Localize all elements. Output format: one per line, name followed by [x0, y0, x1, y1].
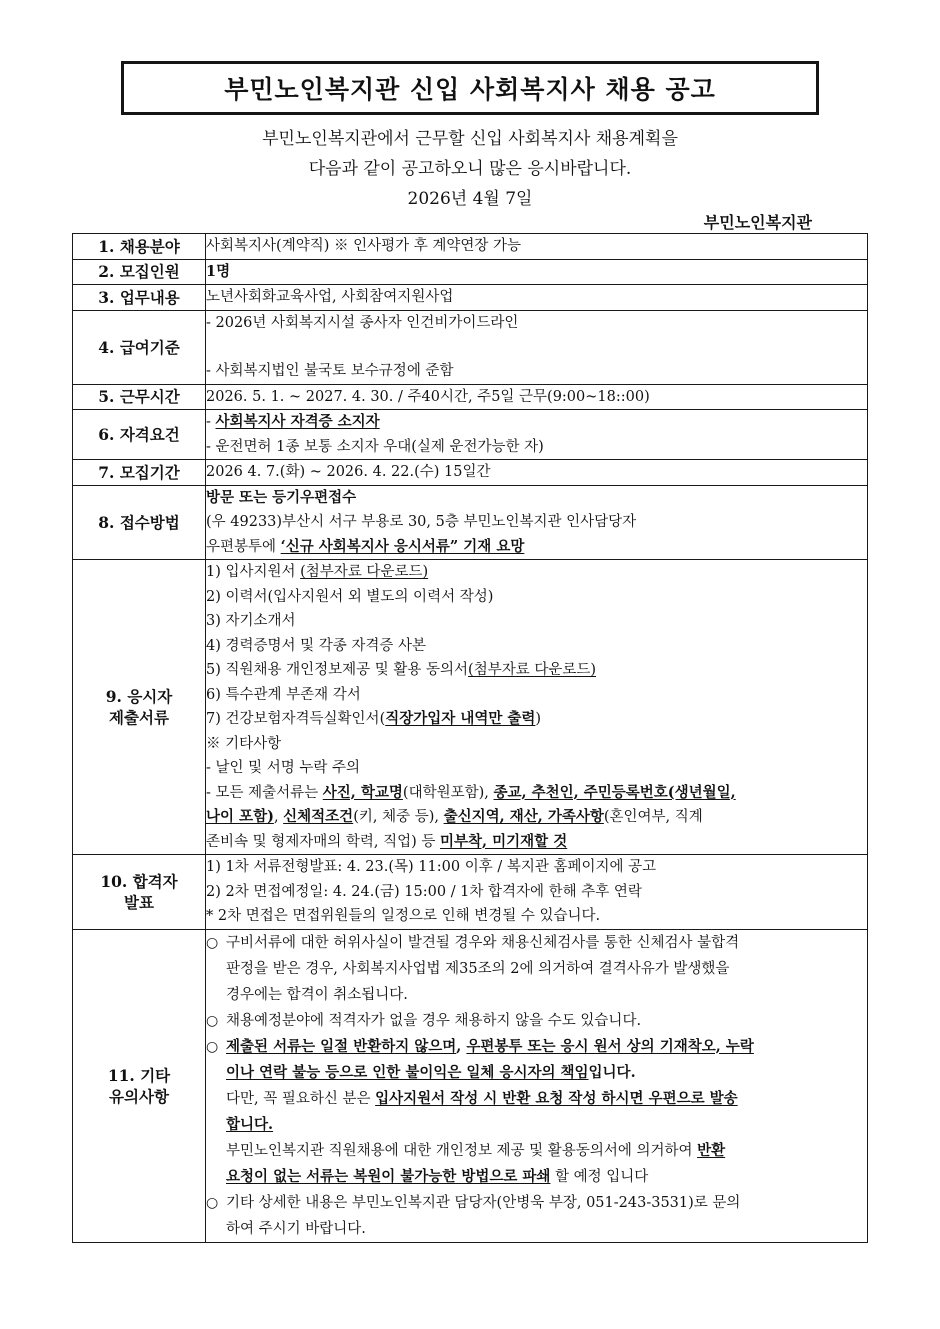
posting-details-table: [72, 233, 868, 1243]
document-title-box: [122, 62, 818, 114]
prohibited-info-highlight: 미부착, 미기재할 것: [440, 832, 568, 850]
intro-line-1: 부민노인복지관에서 근무할 신입 사회복지사 채용계획을: [262, 129, 678, 149]
text-line: (우 49233)부산시 서구 부용로 30, 5층 부민노인복지관 인사담당자: [206, 514, 637, 530]
prohibited-info-highlight: 출신지역, 재산, 가족사항: [443, 808, 604, 825]
text-line: [226, 1086, 867, 1112]
label-line: 11. 기타: [107, 1065, 171, 1085]
text-suffix: 입니다.: [588, 1063, 636, 1081]
text-line: 판정을 받은 경우, 사회복지사업법 제35조의 2에 의거하여 결격사유가 발생했을: [226, 960, 730, 977]
label-line: 유의사항: [109, 1086, 169, 1106]
text-prefix: 다만, 꼭 필요하신 분은: [226, 1090, 376, 1107]
row-label-other-notes: [73, 929, 206, 1242]
circle-bullet-icon: ○: [206, 1012, 219, 1029]
text-prefix: 1) 입사지원서: [206, 564, 301, 580]
note-bullet-body: [226, 1034, 867, 1190]
row-label-recruit-period: 7. 모집기간: [73, 460, 206, 486]
row-value-required-documents: [206, 560, 868, 855]
return-request-highlight: 합니다.: [226, 1115, 274, 1133]
text-prefix: 부민노인복지관 직원채용에 대한 개인정보 제공 및 활용동의서에 의거하여: [226, 1142, 698, 1159]
text-prefix: 5) 직원채용 개인정보제공 및 활용 동의서: [206, 662, 469, 678]
text-line: - 사회복지법인 불국토 보수규정에 준함: [206, 363, 454, 379]
row-label-work-hours: 5. 근무시간: [73, 384, 206, 410]
label-line: 9. 응시자: [105, 687, 173, 706]
row-value-duties: [206, 285, 868, 311]
shredding-highlight: 요청이 없는 서류는 복원이 불가능한 방법으로 파쇄: [226, 1167, 551, 1185]
text-line: 경우에는 합격이 취소됩니다.: [226, 986, 408, 1003]
applicant-responsibility-highlight: 우편봉투 또는 응시 원서 상의 기재착오, 누락: [466, 1037, 754, 1055]
qualification-highlight: 사회복지사 자격증 소지자: [215, 413, 380, 430]
list-item: 2) 이력서(입사지원서 외 별도의 이력서 작성): [206, 588, 494, 605]
text-line: 2026. 5. 1. ~ 2027. 4. 30. / 주40시간, 주5일 근무(9:00~18::00): [206, 388, 650, 405]
envelope-label-highlight: ‘신규 사회복지사 응시서류” 기재 요망: [280, 537, 525, 555]
list-item: 2) 2차 면접예정일: 4. 24.(금) 15:00 / 1차 합격자에 한해 추후 연락: [206, 883, 642, 900]
spacer: [206, 335, 867, 359]
note-bullet: [206, 930, 867, 1008]
row-value-work-hours: [206, 384, 868, 410]
note-item-cont: [206, 830, 867, 855]
intro-block: [0, 124, 940, 214]
list-item: 1) 1차 서류전형발표: 4. 23.(목) 11:00 이후 / 복지관 홈페이지에 공고: [206, 859, 657, 875]
row-value-recruit-period: [206, 460, 868, 486]
circle-bullet-icon: ○: [206, 1194, 219, 1211]
note-item: [206, 781, 867, 806]
table-row: [73, 234, 868, 260]
text-line: [226, 1060, 867, 1086]
list-item: [206, 707, 867, 732]
table-row: [73, 384, 868, 410]
intro-line-2: 다음과 같이 공고하오니 많은 응시바랍니다.: [308, 159, 632, 179]
text-line: [206, 535, 867, 560]
applicant-responsibility-highlight: 이나 연락 불능 등으로 인한 불이익은 일체 응시자의 책임: [226, 1063, 589, 1081]
contact-info-line: 기타 상세한 내용은 부민노인복지관 담당자(안병욱 부장, 051-243-3531)로 문의: [226, 1194, 741, 1211]
insurance-note-highlight: 직장가입자 내역만 출력: [385, 710, 536, 727]
table-row: [73, 485, 868, 560]
text-line: 노년사회화교육사업, 사회참여지원사업: [206, 289, 454, 305]
page-title: 부민노인복지관 신입 사회복지사 채용 공고: [224, 75, 716, 104]
table-row: [73, 410, 868, 460]
text-line: 채용예정분야에 적격자가 없을 경우 채용하지 않을 수도 있습니다.: [226, 1012, 642, 1029]
table-row: [73, 855, 868, 930]
text-line: 구비서류에 대한 허위사실이 발견될 경우와 채용신체검사를 통한 신체검사 불합격: [226, 934, 740, 951]
text-line: 2026 4. 7.(화) ~ 2026. 4. 22.(수) 15일간: [206, 464, 491, 480]
row-value-recruit-field: [206, 234, 868, 260]
attachment-link[interactable]: (첨부자료 다운로드): [468, 662, 597, 678]
circle-bullet-icon: ○: [206, 934, 219, 951]
table-row: [73, 310, 868, 384]
text-line: 1명: [206, 262, 231, 280]
text-line: 방문 또는 등기우편접수: [206, 488, 357, 506]
label-line: 발표: [124, 892, 154, 912]
circle-bullet-icon: ○: [206, 1038, 219, 1055]
row-label-qualifications: 6. 자격요건: [73, 410, 206, 460]
table-row: [73, 560, 868, 855]
announcement-date: 2026년 4월 7일: [407, 189, 533, 209]
text-line: [226, 1034, 867, 1060]
text-line: [226, 1112, 867, 1138]
table-row: [73, 259, 868, 285]
row-value-qualifications: [206, 410, 868, 460]
return-request-highlight: 입사지원서 작성 시 반환 요청 작성 하시면 우편으로 발송: [375, 1089, 738, 1107]
list-item: 3) 자기소개서: [206, 613, 296, 629]
text-line: - 2026년 사회복지시설 종사자 인건비가이드라인: [206, 314, 519, 331]
row-value-other-notes: [206, 929, 868, 1242]
label-line: 제출서류: [109, 708, 169, 727]
row-label-duties: 3. 업무내용: [73, 285, 206, 311]
table-row: [73, 929, 868, 1242]
prohibited-info-highlight: 나이 포함): [206, 808, 274, 825]
text-mid: (키, 체중 등),: [353, 809, 444, 825]
table-row: [73, 460, 868, 486]
text-suffix: 할 예정 입니다: [550, 1168, 649, 1185]
row-label-required-documents: [73, 560, 206, 855]
organization-name: 부민노인복지관: [703, 213, 812, 232]
note-bullet-body: [226, 1008, 867, 1034]
note-bullet: [206, 1008, 867, 1034]
note-bullet: [206, 1190, 867, 1242]
note-bullet-body: [226, 930, 867, 1008]
list-item: [206, 658, 867, 683]
text-mid: ,: [456, 1037, 467, 1055]
text-prefix: 7) 건강보험자격득실확인서(: [206, 711, 386, 727]
attachment-link[interactable]: (첨부자료 다운로드): [300, 564, 429, 580]
prohibited-info-highlight: 종교, 추천인, 주민등록번호(생년월일,: [493, 783, 736, 801]
note-item: * 2차 면접은 면접위원들의 일정으로 인해 변경될 수 있습니다.: [206, 908, 601, 924]
row-label-application-method: 8. 접수방법: [73, 485, 206, 560]
row-value-salary: [206, 310, 868, 384]
note-bullet-body: [226, 1190, 867, 1242]
table-row: [73, 285, 868, 311]
text-line: [226, 1138, 867, 1164]
text-mid: ,: [273, 809, 284, 825]
row-value-application-method: [206, 485, 868, 560]
row-label-salary: 4. 급여기준: [73, 310, 206, 384]
text-line: - 운전면허 1종 보통 소지자 우대(실제 운전가능한 자): [206, 438, 544, 455]
text-line: [206, 410, 867, 435]
notes-heading: ※ 기타사항: [206, 735, 282, 752]
row-label-headcount: 2. 모집인원: [73, 259, 206, 285]
no-return-highlight: 제출된 서류는 일절 반환하지 않으며: [226, 1037, 457, 1055]
note-bullet: [206, 1034, 867, 1190]
text-suffix: (혼인여부, 직계: [603, 809, 703, 825]
row-label-recruit-field: 1. 채용분야: [73, 234, 206, 260]
note-item: - 날인 및 서명 누락 주의: [206, 760, 361, 776]
label-line: 10. 합격자: [100, 871, 178, 891]
prohibited-info-highlight: 사진, 학교명: [322, 783, 403, 801]
text-prefix: 존비속 및 형제자매의 학력, 직업) 등: [206, 833, 441, 850]
note-item-cont: [206, 805, 867, 830]
text-line: 하여 주시기 바랍니다.: [226, 1220, 366, 1237]
shredding-highlight: 반환: [697, 1141, 726, 1159]
row-label-results-announcement: [73, 855, 206, 930]
text-suffix: ): [535, 711, 542, 727]
dash-mark: -: [206, 414, 216, 430]
text-prefix: 우편봉투에: [206, 538, 281, 555]
text-mid: (대학원포함),: [402, 784, 494, 801]
list-item: [206, 560, 867, 585]
prohibited-info-highlight: 신체적조건: [283, 808, 354, 825]
text-line: 사회복지사(계약직) ※ 인사평가 후 계약연장 가능: [206, 238, 521, 254]
row-value-headcount: [206, 259, 868, 285]
list-item: 4) 경력증명서 및 각종 자격증 사본: [206, 637, 427, 654]
list-item: 6) 특수관계 부존재 각서: [206, 686, 361, 703]
text-line: [226, 1164, 867, 1190]
row-value-results-announcement: [206, 855, 868, 930]
text-prefix: - 모든 제출서류는: [206, 784, 323, 801]
